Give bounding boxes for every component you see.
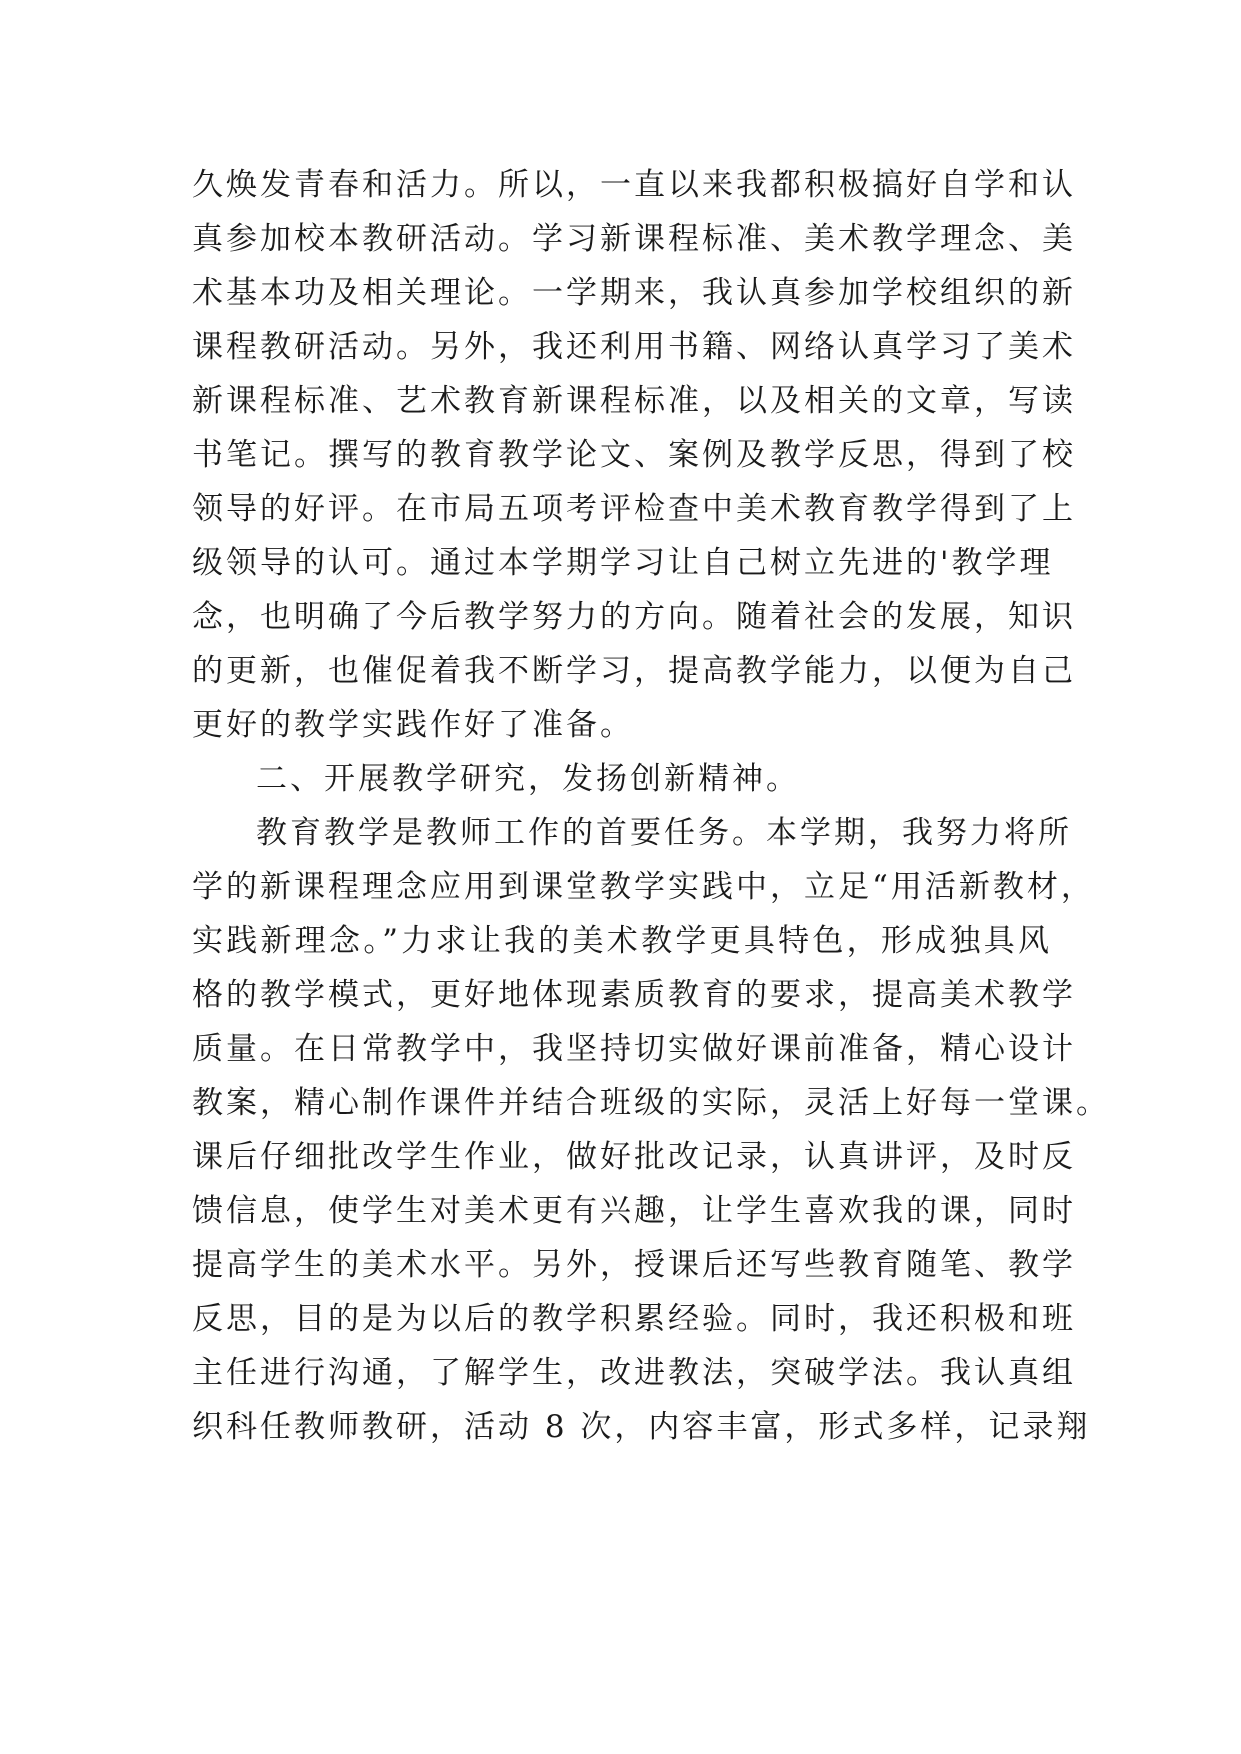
text-line: 提高学生的美术水平。另外，授课后还写些教育随笔、教学 (192, 1247, 1076, 1283)
text-line: 久焕发青春和活力。所以，一直以来我都积极搞好自学和认 (192, 167, 1076, 203)
section-heading: 二、开展教学研究，发扬创新精神。 (256, 761, 800, 797)
text-line: 学的新课程理念应用到课堂教学实践中，立足“用活新教材， (192, 869, 1095, 905)
text-line: 格的教学模式，更好地体现素质教育的要求，提高美术教学 (192, 977, 1076, 1013)
document-body (192, 158, 1110, 1454)
text-line: 课程教研活动。另外，我还利用书籍、网络认真学习了美术 (192, 329, 1076, 365)
text-line: 质量。在日常教学中，我坚持切实做好课前准备，精心设计 (192, 1031, 1076, 1067)
text-line: 念，也明确了今后教学努力的方向。随着社会的发展，知识 (192, 599, 1076, 635)
text-line: 反思，目的是为以后的教学积累经验。同时，我还积极和班 (192, 1301, 1076, 1337)
text-line: 更好的教学实践作好了准备。 (192, 707, 634, 743)
text-line: 教案，精心制作课件并结合班级的实际，灵活上好每一堂课。 (192, 1085, 1110, 1121)
paragraph-first-line: 教育教学是教师工作的首要任务。本学期，我努力将所 (256, 815, 1072, 851)
text-line: 真参加校本教研活动。学习新课程标准、美术教学理念、美 (192, 221, 1076, 257)
text-line: 课后仔细批改学生作业，做好批改记录，认真讲评，及时反 (192, 1139, 1076, 1175)
text-line: 新课程标准、艺术教育新课程标准，以及相关的文章，写读 (192, 383, 1076, 419)
text-line: 馈信息，使学生对美术更有兴趣，让学生喜欢我的课，同时 (192, 1193, 1076, 1229)
text-line: 主任进行沟通，了解学生，改进教法，突破学法。我认真组 (192, 1355, 1076, 1391)
text-line: 书笔记。撰写的教育教学论文、案例及教学反思，得到了校 (192, 437, 1076, 473)
text-line: 的更新，也催促着我不断学习，提高教学能力，以便为自己 (192, 653, 1076, 689)
text-line: 领导的好评。在市局五项考评检查中美术教育教学得到了上 (192, 491, 1076, 527)
text-line: 织科任教师教研，活动 8 次，内容丰富，形式多样，记录翔 (192, 1409, 1091, 1445)
text-line: 术基本功及相关理论。一学期来，我认真参加学校组织的新 (192, 275, 1076, 311)
text-line: 实践新理念。”力求让我的美术教学更具特色，形成独具风 (192, 923, 1052, 959)
text-line: 级领导的认可。通过本学期学习让自己树立先进的'教学理 (192, 545, 1054, 581)
